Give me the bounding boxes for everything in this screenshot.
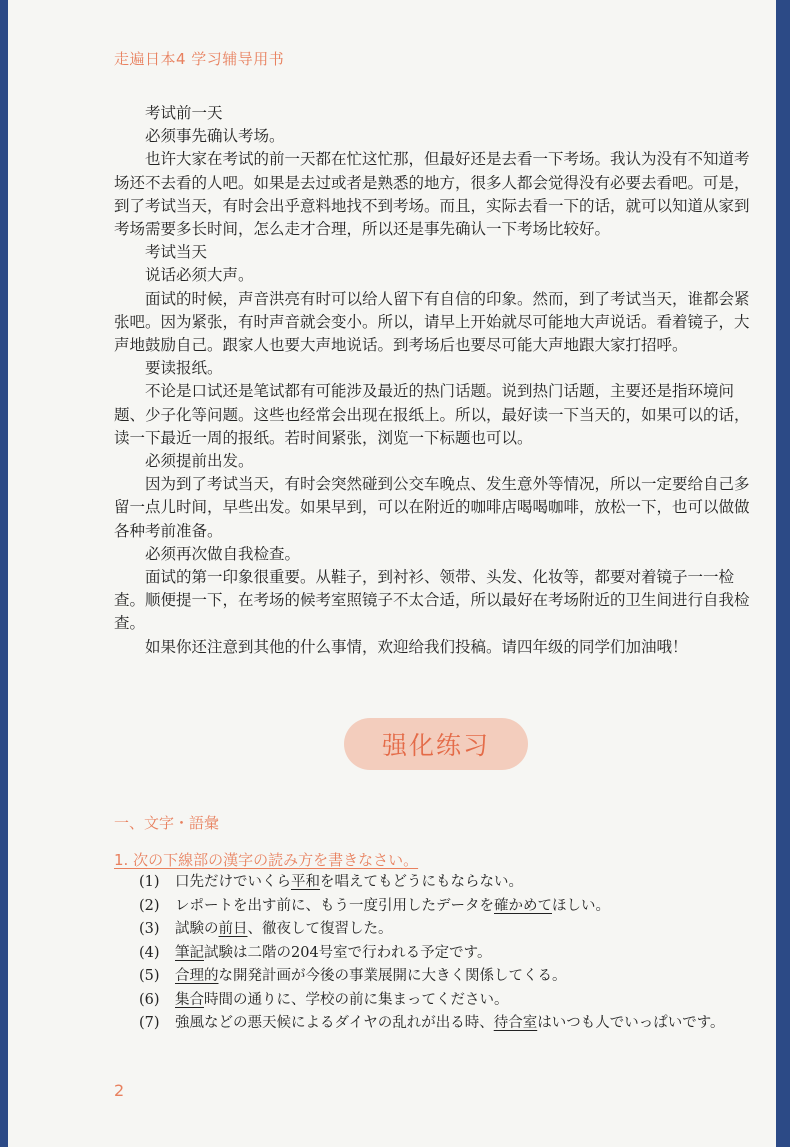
paragraph: 必须提前出发。 [145,452,254,471]
paragraph: 必须事先确认考场。 [145,127,285,146]
underlined-word: 前日 [218,921,248,937]
banner-title: 强化练习 [381,731,490,760]
question-item [139,871,739,895]
underlined-word: 筆記 [175,944,204,961]
item-number: (2) [139,897,160,914]
book-page [8,0,776,1147]
question-title: 1. 次の下線部の漢字の読み方を書きなさい。 [114,851,419,869]
item-text-after: 時間の通りに、学校の前に集まってください。 [204,991,509,1008]
underlined-word: 合理的 [175,968,219,984]
item-text-after: はいつも人でいっぱいです。 [537,1015,725,1031]
underlined-word: 確かめて [494,897,552,914]
paragraph: 面试的时候，声音洪亮有时可以给人留下有自信的印象。然而，到了考试当天，谁都会紧张吧。因为紧张，有时声音就会变小。所以，请早上开始就尽可能地大声说话。看着镜子，大声地鼓励自己。跟家人也要大声地说话。到考场后也要尽可能大声地跟大家打招呼。 [114,289,750,355]
item-text-before: 強風などの悪天候によるダイヤの乱れが出る時、 [175,1015,494,1031]
item-text-after: な開発計画が今後の事業展開に大きく関係してくる。 [218,968,567,984]
paragraph: 考试当天 [145,243,208,262]
question-item [139,965,739,989]
paragraph: 不论是口试还是笔试都有可能涉及最近的热门话题。说到热门话题，主要还是指环境问题、少子化等问题。这些也经常会出现在报纸上。所以，最好读一下当天的，如果可以的话，读一下最近一周的报纸。若时间紧张，浏览一下标题也可以。 [114,382,750,447]
paragraph: 说话必须大声。 [145,266,254,285]
question-item [139,942,739,966]
question-item [139,918,739,942]
section-heading: 一、文字・語彙 [114,814,220,832]
question-item [139,989,739,1013]
paragraph: 必须再次做自我检查。 [145,544,301,563]
article-body [114,102,754,659]
item-text-after: 試験は二階の204号室で行われる予定です。 [204,944,492,961]
item-text-after: ほしい。 [552,897,610,914]
question-item [139,895,739,919]
underlined-word: 集合 [175,991,204,1008]
item-text-after: 、徹夜して復習した。 [247,921,393,937]
underlined-word: 待合室 [493,1015,538,1031]
question-list [139,871,739,1036]
section-banner [344,718,528,770]
item-number: (6) [139,991,160,1008]
item-text-after: を唱えてもどうにもならない。 [320,874,523,890]
item-number: (3) [139,921,160,937]
item-text-before: レポートを出す前に、もう一度引用したデータを [175,897,494,914]
paragraph: 也许大家在考试的前一天都在忙这忙那，但最好还是去看一下考场。我认为没有不知道考场还不去看的人吧。如果是去过或者是熟悉的地方，很多人都会觉得没有必要去看吧。可是，到了考试当天，有时会出乎意料地找不到考场。而且，实际去看一下的话，就可以知道从家到考场需要多长时间，怎么走才合理，所以还是事先确认一下考场比较好。 [114,150,750,239]
paragraph: 要读报纸。 [145,359,223,378]
paragraph: 如果你还注意到其他的什么事情，欢迎给我们投稿。请四年级的同学们加油哦！ [145,637,688,656]
paragraph: 考试前一天 [145,104,223,122]
item-number: (4) [139,944,160,961]
item-text-before: 試験の [175,921,219,937]
question-item [139,1012,739,1036]
item-number: (1) [139,874,160,890]
running-header: 走遍日本4 学习辅导用书 [114,50,285,68]
underlined-word: 平和 [291,874,320,890]
item-text-before: 口先だけでいくら [175,874,291,890]
paragraph: 因为到了考试当天，有时会突然碰到公交车晚点、发生意外等情况，所以一定要给自己多留一点儿时间，早些出发。如果早到，可以在附近的咖啡店喝喝咖啡，放松一下，也可以做做各种考前准备。 [114,475,750,540]
item-number: (7) [139,1015,160,1031]
page-number: 2 [114,1081,125,1100]
item-number: (5) [139,968,160,984]
paragraph: 面试的第一印象很重要。从鞋子，到衬衫、领带、头发、化妆等，都要对着镜子一一检查。顺便提一下，在考场的候考室照镜子不太合适，所以最好在考场附近的卫生间进行自我检查。 [114,568,750,633]
